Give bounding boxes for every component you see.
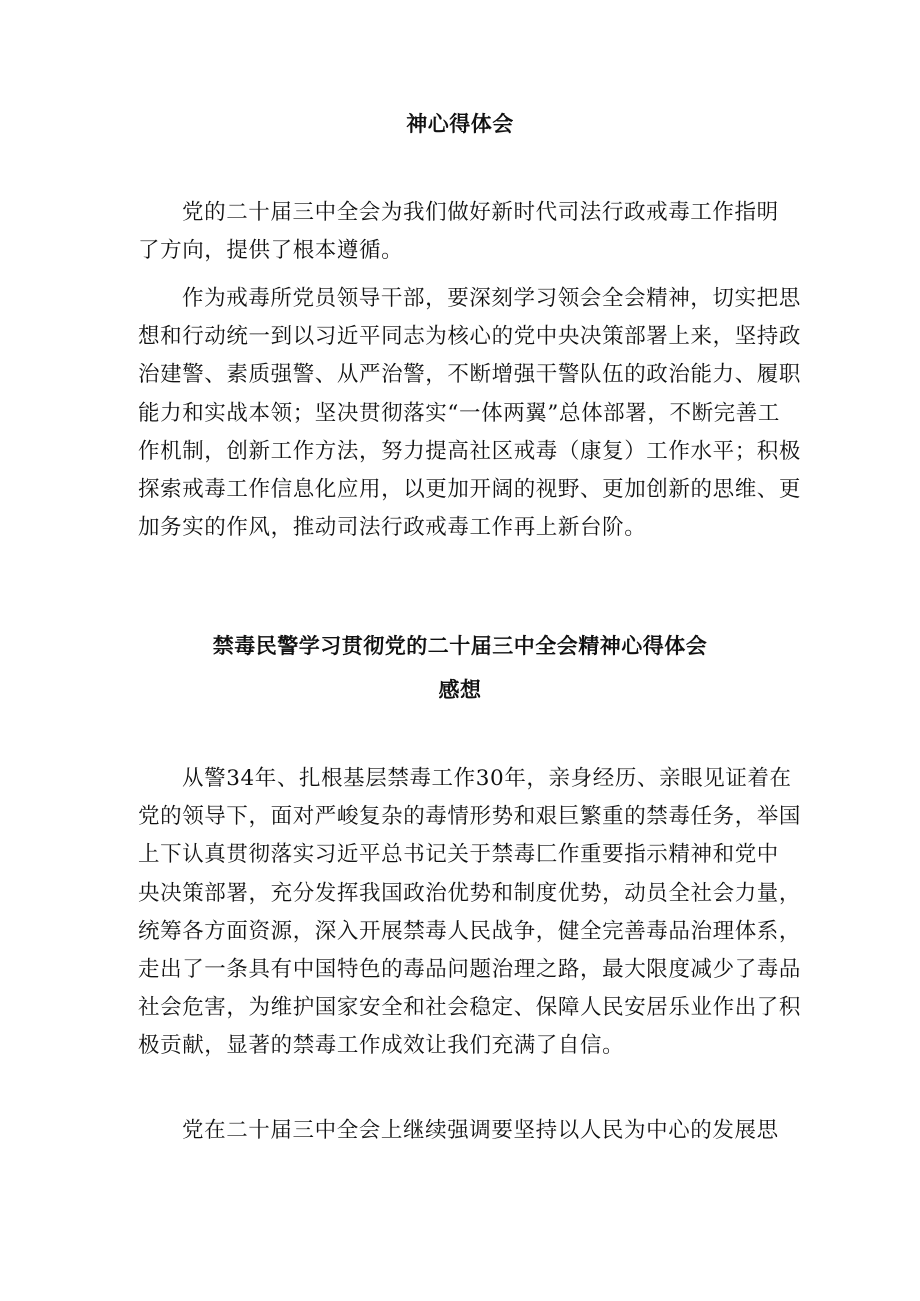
text-line: 了方向，提供了根本遵循。 [138, 238, 404, 264]
section2-paragraph-2 [138, 1112, 788, 1150]
text-line: 央决策部署，充分发挥我国政治优势和制度优势，动员全社会力量， [138, 880, 802, 906]
text-line: 作为戒毒所党员领导干部，要深刻学习领会全会精神，切实把思 [182, 286, 801, 311]
text-line: 探索戒毒工作信息化应用，以更加开阔的视野、更加创新的思维、更 [138, 477, 802, 503]
text-line: 从警34年、扎根基层禁毒工作30年，亲身经历、亲眼见证着在 [182, 766, 792, 791]
text-line: 社会危害，为维护国家安全和社会稳定、保障人民安居乐业作出了积 [138, 995, 802, 1021]
section2-title-line-2: 感想 [438, 678, 482, 702]
text-line: 治建警、素质强警、从严治警，不断增强干警队伍的政治能力、履职 [138, 362, 802, 388]
text-line: 极贡献，显著的禁毒工作成效让我们充满了自信。 [138, 1033, 625, 1059]
section1-paragraph-1 [138, 194, 788, 270]
text-line: 党在二十届三中全会上继续强调要坚持以人民为中心的发展思 [182, 1118, 779, 1143]
section2-paragraph-1 [138, 760, 802, 1066]
heading-top: 神心得体会 [406, 112, 514, 136]
text-line: 统筹各方面资源，深入开展禁毒人民战争，健全完善毒品治理体系， [138, 918, 802, 944]
section1-paragraph-2 [138, 280, 802, 547]
text-line: 想和行动统一到以习近平同志为核心的党中央决策部署上来，坚持政 [138, 324, 802, 350]
text-line: 走出了一条具有中国特色的毒品问题治理之路，最大限度减少了毒品 [138, 957, 802, 983]
text-line: 能力和实战本领；坚决贯彻落实“一体两翼”总体部署，不断完善工 [138, 400, 780, 426]
text-line: 上下认真贯彻落实习近平总书记关于禁毒匚作重要指示精神和党中 [138, 842, 779, 868]
text-line: 作机制，创新工作方法，努力提高社区戒毒（康复）工作水平；积极 [138, 438, 802, 464]
text-line: 党的领导下，面对严峻复杂的毒情形势和艰巨繁重的禁毒任务，举国 [138, 804, 802, 830]
text-line: 加务实的作风，推动司法行政戒毒工作再上新台阶。 [138, 515, 647, 541]
text-line: 党的二十届三中全会为我们做好新时代司法行政戒毒工作指明 [182, 200, 779, 225]
section2-title-line-1: 禁毒民警学习贯彻党的二十届三中全会精神心得体会 [212, 634, 708, 658]
